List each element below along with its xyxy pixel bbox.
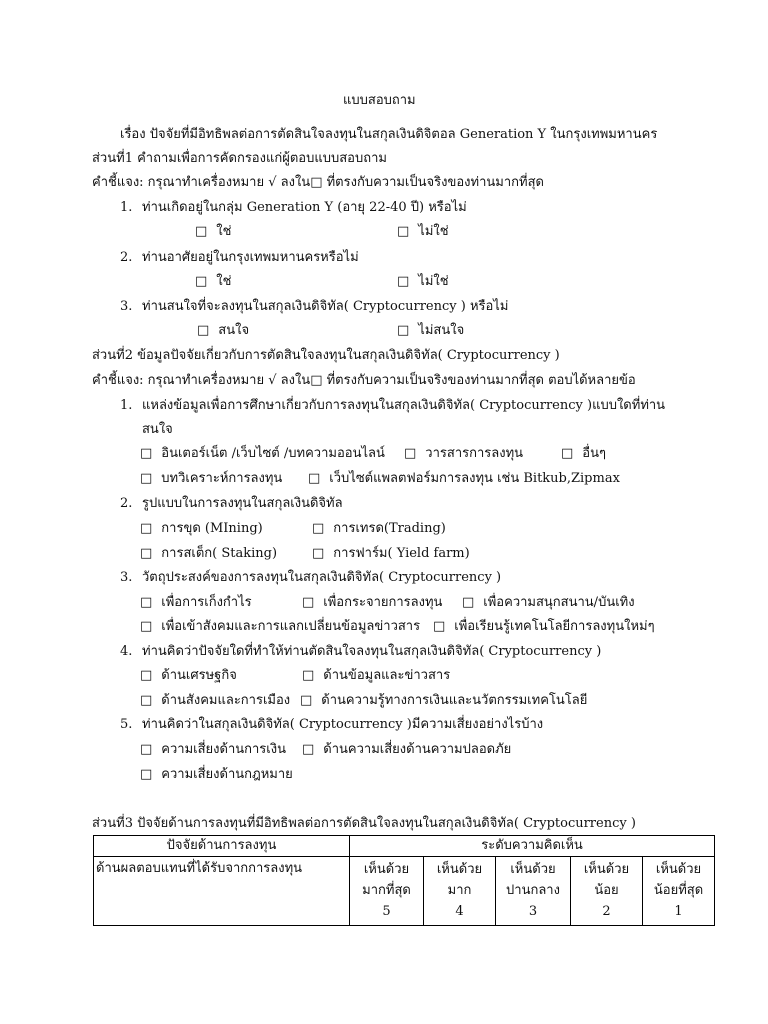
option-label: เพื่อกระจายการลงทุน <box>323 595 443 610</box>
option-security-risk[interactable] <box>302 741 511 759</box>
checkbox[interactable]: □ <box>197 323 210 338</box>
question-text-continued: สนใจ <box>142 422 173 437</box>
option-speculation[interactable] <box>140 594 252 612</box>
option-economy[interactable] <box>140 667 237 685</box>
checkbox[interactable]: □ <box>140 446 153 461</box>
question-text: รูปแบบในการลงทุนในสกุลเงินดิจิทัล <box>142 496 343 511</box>
checkbox[interactable]: □ <box>140 668 153 683</box>
level-label: เห็นด้วย <box>583 862 630 877</box>
option-diversify[interactable] <box>302 594 442 612</box>
level-cell-5[interactable] <box>350 857 424 926</box>
level-score: 4 <box>455 904 464 919</box>
checkbox[interactable]: □ <box>433 619 446 634</box>
part2-question-3 <box>120 569 501 587</box>
level-score: 2 <box>602 904 611 919</box>
question-text: ท่านคิดว่าในสกุลเงินดิจิทัล( Cryptocurrency )มีความเสี่ยงอย่างไรบ้าง <box>142 717 544 732</box>
level-column-header: ระดับความคิดเห็น <box>350 836 715 857</box>
checkbox[interactable]: □ <box>312 546 325 561</box>
part2-question-4 <box>120 643 601 661</box>
checkbox[interactable]: □ <box>140 693 153 708</box>
level-label: เห็นด้วย <box>655 862 702 877</box>
option-label: ไม่ใช่ <box>418 224 449 239</box>
question-text: ท่านเกิดอยู่ในกลุ่ม Generation Y (อายุ 22-40 ปี) หรือไม่ <box>142 200 467 215</box>
level-score: 5 <box>382 904 391 919</box>
option-label: การฟาร์ม( Yield farm) <box>333 546 470 561</box>
option-label: อินเตอร์เน็ต /เว็บไซต์ /บทความออนไลน์ <box>161 446 385 461</box>
checkbox[interactable]: □ <box>140 471 153 486</box>
question-number: 1. <box>120 398 133 413</box>
factor-row-label: ด้านผลตอบแทนที่ได้รับจากการลงทุน <box>94 857 350 926</box>
checkbox[interactable]: □ <box>300 693 313 708</box>
option-social[interactable] <box>140 618 420 636</box>
part3-heading: ส่วนที่3 ปัจจัยด้านการลงทุนที่มีอิทธิพลต่อการตัดสินใจลงทุนในสกุลเงินดิจิทัล( Cryptocurrency ) <box>92 816 636 831</box>
option-interested[interactable] <box>197 322 249 340</box>
option-journal[interactable] <box>404 445 523 463</box>
part2-question-1 <box>120 397 665 415</box>
page-title: แบบสอบถาม <box>343 93 416 108</box>
option-learn-tech[interactable] <box>433 618 655 636</box>
option-not-interested[interactable] <box>397 322 464 340</box>
option-label: การเทรด(Trading) <box>333 521 446 536</box>
question-number: 1. <box>120 200 133 215</box>
question-text: ท่านอาศัยอยู่ในกรุงเทพมหานครหรือไม่ <box>142 250 359 265</box>
option-financial-knowledge[interactable] <box>300 692 587 710</box>
option-label: วารสารการลงทุน <box>425 446 524 461</box>
question-number: 2. <box>120 250 133 265</box>
part2-question-5 <box>120 716 543 734</box>
option-label: ใช่ <box>216 274 232 289</box>
level-cell-3[interactable] <box>496 857 571 926</box>
option-label: การสเต็ก( Staking) <box>161 546 278 561</box>
checkbox[interactable]: □ <box>308 471 321 486</box>
checkbox[interactable]: □ <box>302 595 315 610</box>
question-number: 5. <box>120 717 133 732</box>
level-label: เห็นด้วย <box>363 862 410 877</box>
part2-heading: ส่วนที่2 ข้อมูลปัจจัยเกี่ยวกับการตัดสินใจลงทุนในสกุลเงินดิจิทัล( Cryptocurrency ) <box>92 348 560 363</box>
question-number: 3. <box>120 299 133 314</box>
option-other[interactable] <box>561 445 606 463</box>
option-label: เพื่อเรียนรู้เทคโนโลยีการลงทุนใหม่ๆ <box>454 619 655 634</box>
checkbox[interactable]: □ <box>140 767 153 782</box>
level-label: มาก <box>447 883 472 898</box>
option-label: เพื่อความสนุกสนาน/บันเทิง <box>483 595 635 610</box>
level-label: น้อยที่สุด <box>653 883 704 898</box>
option-mining[interactable] <box>140 520 263 538</box>
checkbox[interactable]: □ <box>404 446 417 461</box>
level-cell-2[interactable] <box>571 857 643 926</box>
part1-question-1 <box>120 199 467 217</box>
option-label: สนใจ <box>218 323 250 338</box>
checkbox[interactable]: □ <box>195 224 208 239</box>
part1-heading: ส่วนที่1 คำถามเพื่อการคัดกรองแก่ผู้ตอบแบบสอบถาม <box>92 151 387 166</box>
level-cell-1[interactable] <box>643 857 715 926</box>
checkbox[interactable]: □ <box>561 446 574 461</box>
option-legal-risk[interactable] <box>140 766 293 784</box>
option-label: เพื่อเข้าสังคมและการแลกเปลี่ยนข้อมูลข่าวสาร <box>161 619 421 634</box>
level-score: 1 <box>674 904 683 919</box>
part1-question-3 <box>120 298 508 316</box>
option-label: เพื่อการเก็งกำไร <box>161 595 252 610</box>
option-yield-farm[interactable] <box>312 545 470 563</box>
level-score: 3 <box>528 904 538 919</box>
checkbox[interactable]: □ <box>397 224 410 239</box>
option-label: ด้านความเสี่ยงด้านความปลอดภัย <box>323 742 512 757</box>
checkbox[interactable]: □ <box>140 595 153 610</box>
checkbox[interactable]: □ <box>140 546 153 561</box>
checkbox[interactable]: □ <box>140 742 153 757</box>
level-label: น้อย <box>594 883 619 898</box>
question-text: ท่านคิดว่าปัจจัยใดที่ทำให้ท่านตัดสินใจลงทุนในสกุลเงินดิจิทัล( Cryptocurrency ) <box>142 644 602 659</box>
option-label: ด้านสังคมและการเมือง <box>161 693 291 708</box>
option-label: การขุด (MIning) <box>161 521 263 536</box>
level-label: มากที่สุด <box>362 883 411 898</box>
part2-question-2 <box>120 495 343 513</box>
option-label: ความเสี่ยงด้านการเงิน <box>161 742 286 757</box>
option-label: ความเสี่ยงด้านกฎหมาย <box>161 767 293 782</box>
option-analysis[interactable] <box>140 470 282 488</box>
option-label: อื่นๆ <box>582 446 606 461</box>
level-label: ปานกลาง <box>506 883 560 898</box>
checkbox[interactable]: □ <box>462 595 475 610</box>
level-cell-4[interactable] <box>424 857 496 926</box>
part2-instruction: คำชี้แจง: กรุณาทำเครื่องหมาย √ ลงใน□ ที่ตรงกับความเป็นจริงของท่านมากที่สุด ตอบได้หลายข้อ <box>92 373 636 388</box>
option-platform[interactable] <box>308 470 620 488</box>
survey-topic: เรื่อง ปัจจัยที่มีอิทธิพลต่อการตัดสินใจลงทุนในสกุลเงินดิจิตอล Generation Y ในกรุงเทพมหานคร <box>120 127 658 142</box>
question-number: 3. <box>120 570 133 585</box>
checkbox[interactable]: □ <box>140 521 153 536</box>
part1-question-2 <box>120 249 359 267</box>
option-trading[interactable] <box>312 520 446 538</box>
option-fun[interactable] <box>462 594 635 612</box>
checkbox[interactable]: □ <box>312 521 325 536</box>
option-label: ด้านข้อมูลและข่าวสาร <box>323 668 451 683</box>
option-internet[interactable] <box>140 445 385 463</box>
question-text: แหล่งข้อมูลเพื่อการศึกษาเกี่ยวกับการลงทุนในสกุลเงินดิจิทัล( Cryptocurrency )แบบใดที่ท่าน <box>142 398 666 413</box>
option-label: ไม่ใช่ <box>418 274 449 289</box>
checkbox[interactable]: □ <box>302 742 315 757</box>
option-label: บทวิเคราะห์การลงทุน <box>161 471 283 486</box>
question-text: ท่านสนใจที่จะลงทุนในสกุลเงินดิจิทัล( Cryptocurrency ) หรือไม่ <box>142 299 509 314</box>
option-label: ด้านความรู้ทางการเงินและนวัตกรรมเทคโนโลยี <box>321 693 588 708</box>
part1-instruction: คำชี้แจง: กรุณาทำเครื่องหมาย √ ลงใน□ ที่ตรงกับความเป็นจริงของท่านมากที่สุด <box>92 175 544 190</box>
checkbox[interactable]: □ <box>195 274 208 289</box>
checkbox[interactable]: □ <box>397 323 410 338</box>
option-no[interactable] <box>397 273 449 291</box>
rating-table <box>93 835 715 926</box>
option-label: เว็บไซต์แพลตฟอร์มการลงทุน เช่น Bitkub,Zipmax <box>329 471 620 486</box>
option-yes[interactable] <box>195 273 231 291</box>
question-number: 2. <box>120 496 133 511</box>
option-society-politics[interactable] <box>140 692 290 710</box>
question-number: 4. <box>120 644 133 659</box>
option-financial-risk[interactable] <box>140 741 286 759</box>
option-label: ไม่สนใจ <box>418 323 465 338</box>
level-label: เห็นด้วย <box>510 862 556 877</box>
question-text: วัตถุประสงค์ของการลงทุนในสกุลเงินดิจิทัล( Cryptocurrency ) <box>142 570 502 585</box>
option-label: ด้านเศรษฐกิจ <box>161 668 237 683</box>
option-staking[interactable] <box>140 545 277 563</box>
option-label: ใช่ <box>216 224 232 239</box>
level-label: เห็นด้วย <box>436 862 483 877</box>
option-no[interactable] <box>397 223 449 241</box>
option-information[interactable] <box>302 667 450 685</box>
option-yes[interactable] <box>195 223 231 241</box>
factor-column-header: ปัจจัยด้านการลงทุน <box>94 836 350 857</box>
checkbox[interactable]: □ <box>140 619 153 634</box>
checkbox[interactable]: □ <box>397 274 410 289</box>
checkbox[interactable]: □ <box>302 668 315 683</box>
